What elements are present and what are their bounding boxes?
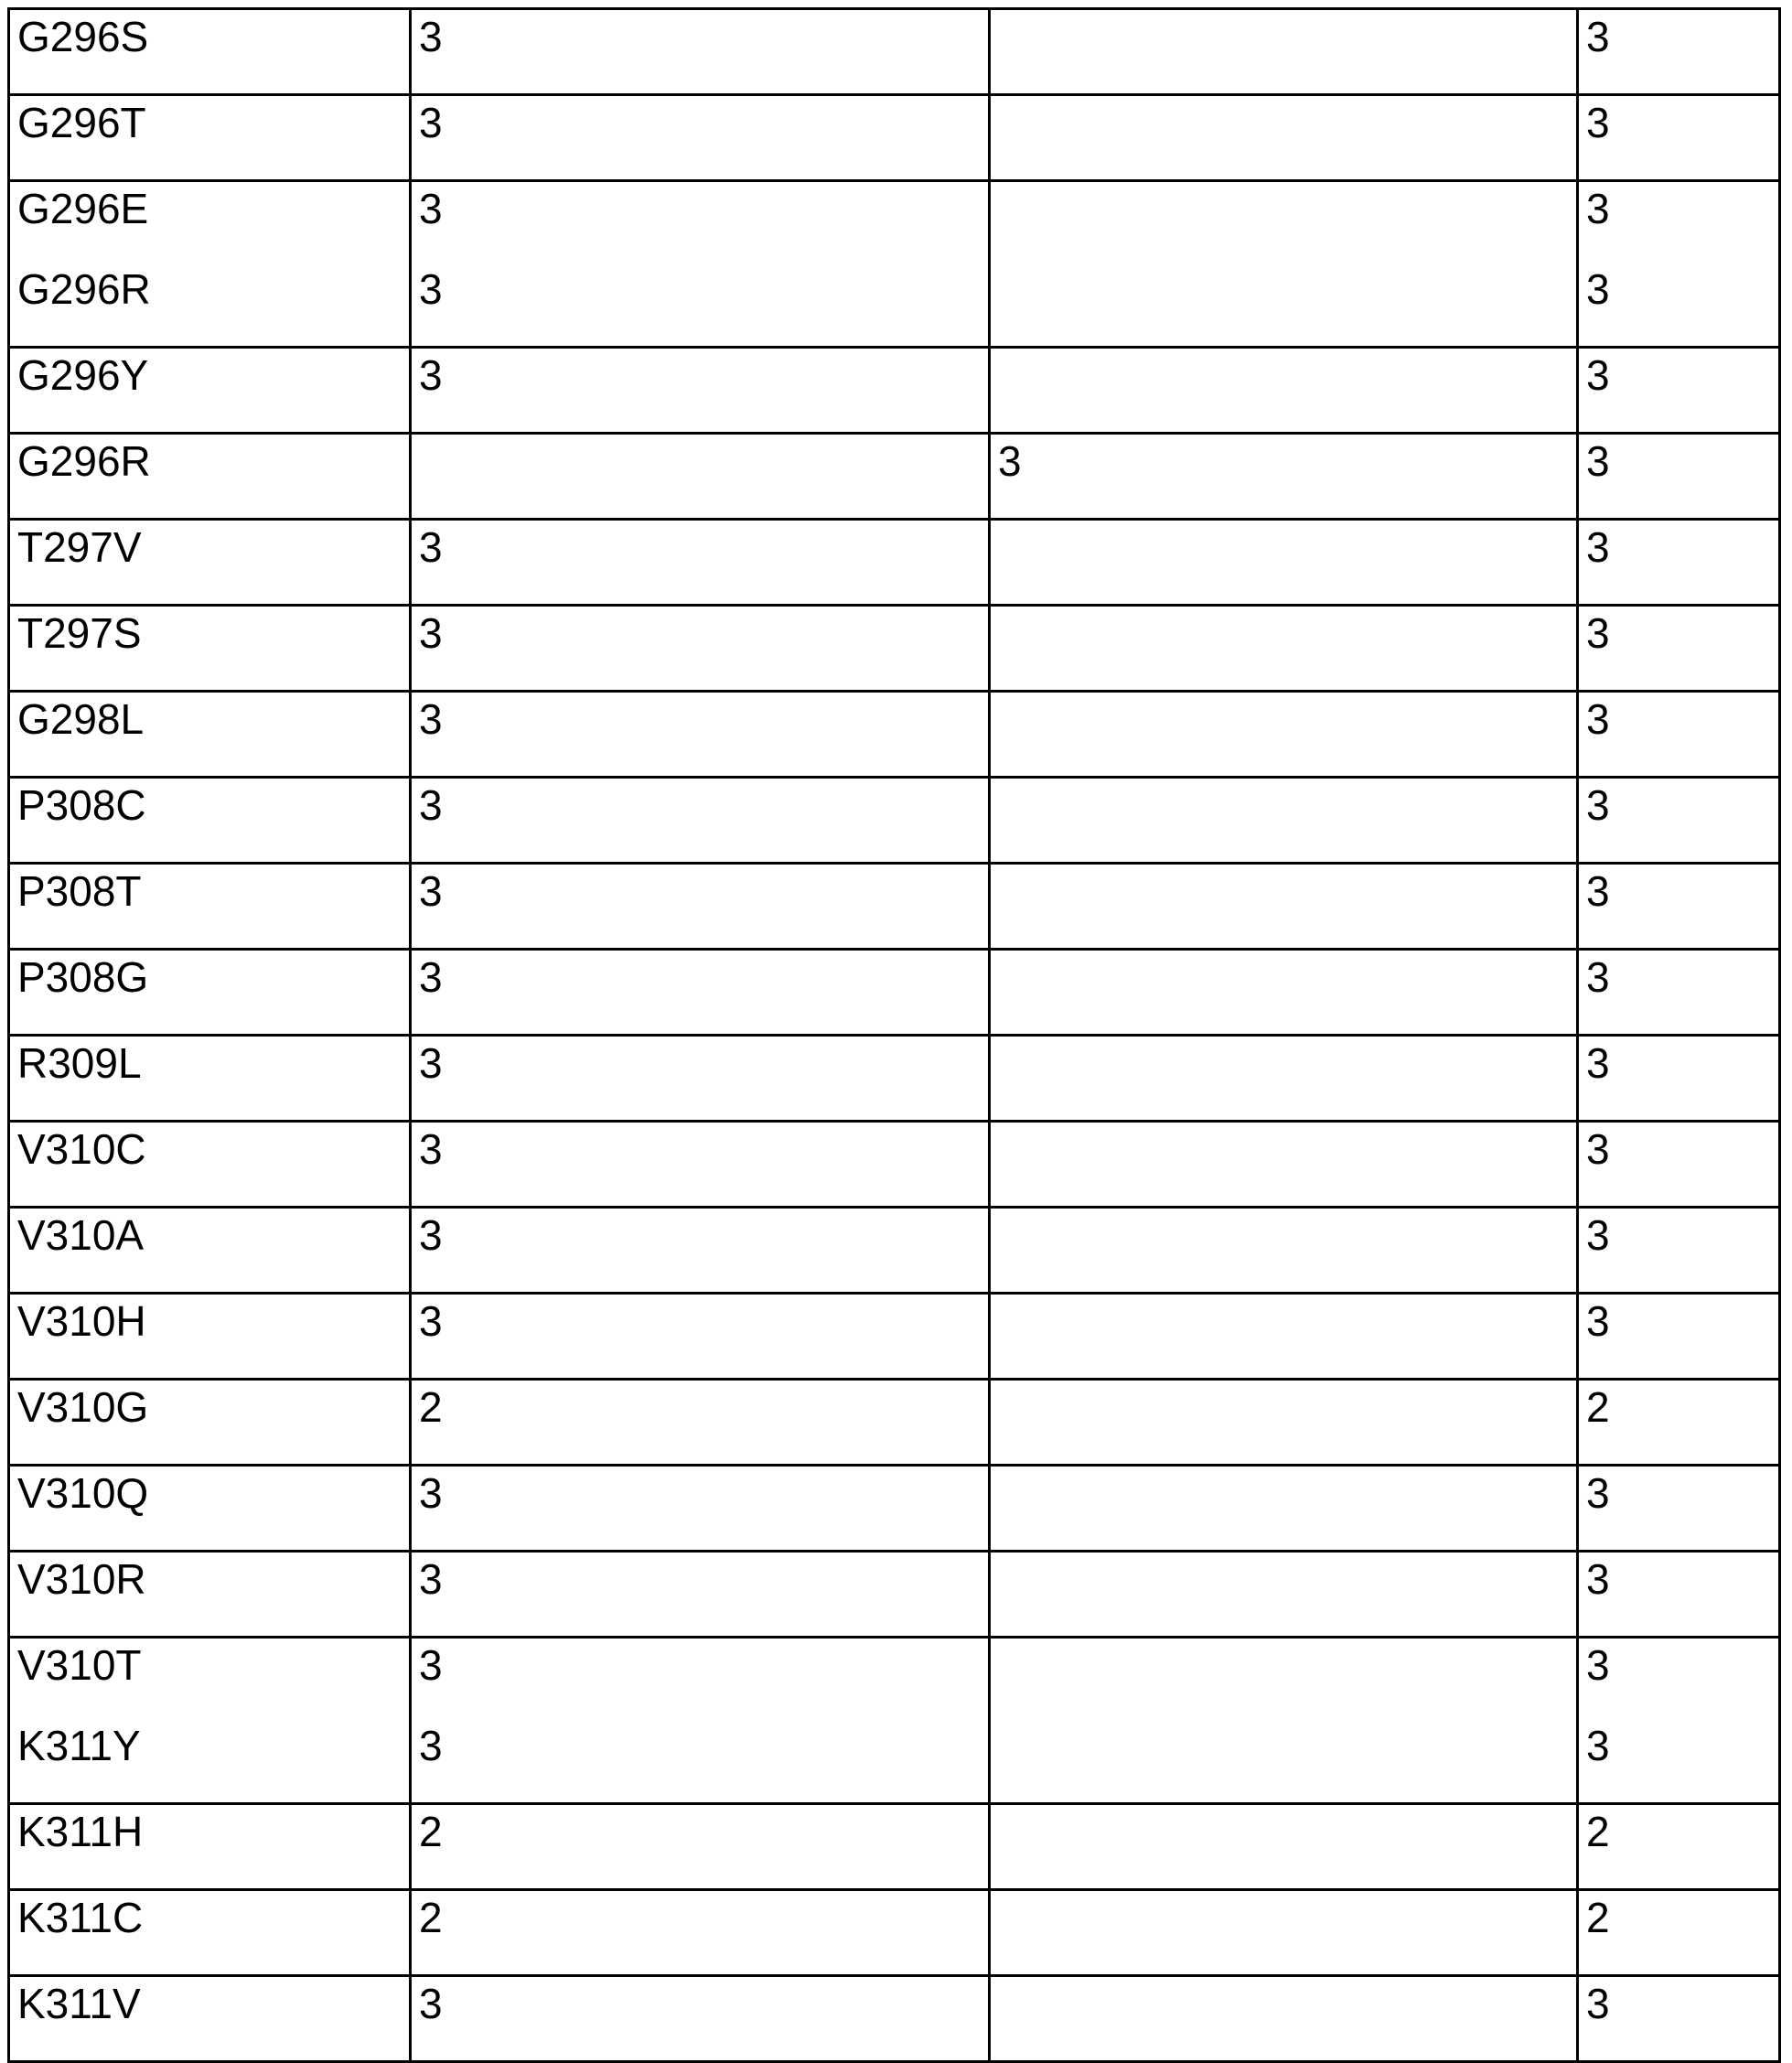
cell-text: 3 xyxy=(1586,1125,1610,1173)
cell-text xyxy=(419,437,988,518)
cell-text xyxy=(998,1125,1576,1206)
cell-text xyxy=(998,265,1576,346)
cell-text: 3 xyxy=(1586,523,1610,571)
cell-text: K311H xyxy=(17,1808,144,1855)
table-cell xyxy=(990,692,1578,778)
table-cell xyxy=(411,95,990,181)
table-cell xyxy=(1578,181,1780,348)
cell-text xyxy=(998,953,1576,1034)
table-cell xyxy=(1578,950,1780,1036)
table-cell xyxy=(990,606,1578,692)
table-row xyxy=(9,950,1780,1036)
table-row xyxy=(9,1804,1780,1890)
table-cell xyxy=(9,1466,411,1552)
cell-text: 3 xyxy=(1586,1641,1610,1689)
table-cell xyxy=(990,1890,1578,1976)
document-page xyxy=(0,7,1792,2027)
table-cell xyxy=(990,9,1578,95)
table-cell xyxy=(411,348,990,434)
cell-text: 3 xyxy=(1586,1297,1610,1345)
table-cell xyxy=(1578,1976,1780,2062)
table-cell xyxy=(9,181,411,348)
cell-text: 3 xyxy=(1586,265,1610,313)
cell-text xyxy=(998,609,1576,690)
cell-text xyxy=(998,1980,1576,2060)
table-cell xyxy=(990,520,1578,606)
cell-text xyxy=(998,867,1576,948)
cell-text: V310Q xyxy=(17,1469,149,1517)
table-row xyxy=(9,1552,1780,1638)
cell-text: 3 xyxy=(419,1297,443,1345)
cell-text: 3 xyxy=(419,781,443,829)
cell-text: 3 xyxy=(998,437,1022,485)
table-cell xyxy=(990,950,1578,1036)
cell-text: 2 xyxy=(1586,1894,1610,1941)
cell-text xyxy=(998,695,1576,776)
cell-text: G296R xyxy=(17,265,151,313)
table-cell xyxy=(411,181,990,348)
cell-text xyxy=(998,1039,1576,1120)
table-cell xyxy=(411,692,990,778)
table-cell xyxy=(990,1638,1578,1804)
cell-text: T297V xyxy=(17,523,142,571)
table-cell xyxy=(411,1976,990,2062)
table-cell xyxy=(990,1380,1578,1466)
cell-text: 2 xyxy=(419,1383,443,1431)
table-cell xyxy=(9,778,411,864)
table-cell xyxy=(9,950,411,1036)
cell-text: 2 xyxy=(419,1808,443,1855)
table-cell xyxy=(9,520,411,606)
cell-text: 3 xyxy=(419,953,443,1001)
table-cell xyxy=(9,95,411,181)
table-cell xyxy=(1578,606,1780,692)
table-cell xyxy=(1578,520,1780,606)
table-cell xyxy=(990,1294,1578,1380)
cell-text: V310H xyxy=(17,1297,146,1345)
table-cell xyxy=(1578,864,1780,950)
cell-text: 3 xyxy=(1586,1469,1610,1517)
cell-text: G296S xyxy=(17,13,149,60)
cell-text: 3 xyxy=(419,1211,443,1259)
table-cell xyxy=(1578,1208,1780,1294)
table-cell xyxy=(1578,9,1780,95)
table-cell xyxy=(1578,778,1780,864)
cell-text: P308G xyxy=(17,953,149,1001)
table-cell xyxy=(9,1890,411,1976)
cell-text xyxy=(998,781,1576,862)
table-cell xyxy=(1578,1294,1780,1380)
table-cell xyxy=(990,864,1578,950)
table-cell xyxy=(411,1804,990,1890)
table-cell xyxy=(990,1552,1578,1638)
cell-text xyxy=(998,185,1576,265)
table-row xyxy=(9,692,1780,778)
cell-text: G296Y xyxy=(17,351,149,399)
table-cell xyxy=(1578,692,1780,778)
table-cell xyxy=(9,1380,411,1466)
table-row xyxy=(9,1294,1780,1380)
table-cell xyxy=(9,1122,411,1208)
table-cell xyxy=(9,348,411,434)
cell-text xyxy=(998,351,1576,432)
table-cell xyxy=(1578,434,1780,520)
table-cell xyxy=(411,434,990,520)
cell-text: K311V xyxy=(17,1980,141,2027)
table-cell xyxy=(990,1976,1578,2062)
cell-text: P308C xyxy=(17,781,146,829)
cell-text xyxy=(998,1722,1576,1802)
table-row xyxy=(9,864,1780,950)
table-body xyxy=(9,9,1780,2062)
cell-text xyxy=(998,1383,1576,1464)
table-cell xyxy=(990,1036,1578,1122)
table-cell xyxy=(411,1638,990,1804)
cell-text: 3 xyxy=(1586,99,1610,146)
table-cell xyxy=(9,606,411,692)
table-cell xyxy=(990,778,1578,864)
cell-text: 3 xyxy=(419,185,443,232)
cell-text xyxy=(998,1641,1576,1722)
cell-text: V310T xyxy=(17,1641,142,1689)
cell-text xyxy=(998,1808,1576,1888)
table-cell xyxy=(1578,1466,1780,1552)
table-cell xyxy=(1578,1638,1780,1804)
cell-text: G296T xyxy=(17,99,146,146)
table-row xyxy=(9,1380,1780,1466)
cell-text: 3 xyxy=(1586,1039,1610,1087)
cell-text: 3 xyxy=(1586,437,1610,485)
cell-text xyxy=(998,1894,1576,1974)
cell-text: 3 xyxy=(1586,609,1610,657)
table-cell xyxy=(990,181,1578,348)
table-row xyxy=(9,1638,1780,1804)
table-cell xyxy=(1578,348,1780,434)
table-cell xyxy=(1578,1036,1780,1122)
table-cell xyxy=(990,1804,1578,1890)
cell-text: 3 xyxy=(1586,351,1610,399)
table-row xyxy=(9,1036,1780,1122)
cell-text xyxy=(998,99,1576,179)
table-cell xyxy=(411,1552,990,1638)
cell-text xyxy=(998,1469,1576,1550)
table-row xyxy=(9,778,1780,864)
cell-text: 3 xyxy=(1586,1211,1610,1259)
cell-text: 3 xyxy=(419,99,443,146)
table-row xyxy=(9,95,1780,181)
table-cell xyxy=(990,1208,1578,1294)
cell-text: 3 xyxy=(1586,1722,1610,1769)
cell-text: 2 xyxy=(1586,1808,1610,1855)
mutation-table xyxy=(7,7,1781,2063)
table-cell xyxy=(990,1466,1578,1552)
table-cell xyxy=(411,9,990,95)
table-row xyxy=(9,1466,1780,1552)
cell-text xyxy=(998,523,1576,604)
table-cell xyxy=(411,864,990,950)
table-cell xyxy=(990,95,1578,181)
cell-text: 3 xyxy=(419,1125,443,1173)
cell-text: 3 xyxy=(419,523,443,571)
cell-text: 3 xyxy=(1586,867,1610,915)
table-cell xyxy=(411,1890,990,1976)
cell-text: K311C xyxy=(17,1894,144,1941)
table-row xyxy=(9,1890,1780,1976)
table-cell xyxy=(411,1380,990,1466)
cell-text: V310R xyxy=(17,1555,146,1603)
cell-text: 3 xyxy=(419,1469,443,1517)
cell-text: 3 xyxy=(1586,781,1610,829)
cell-text: 2 xyxy=(1586,1383,1610,1431)
cell-text: V310G xyxy=(17,1383,149,1431)
cell-text: G298L xyxy=(17,695,145,743)
table-cell xyxy=(411,1122,990,1208)
cell-text xyxy=(998,1555,1576,1636)
table-row xyxy=(9,520,1780,606)
table-cell xyxy=(411,1466,990,1552)
table-cell xyxy=(411,950,990,1036)
table-cell xyxy=(9,1208,411,1294)
table-row xyxy=(9,1976,1780,2062)
table-cell xyxy=(411,1208,990,1294)
cell-text: P308T xyxy=(17,867,142,915)
cell-text: 3 xyxy=(1586,13,1610,60)
table-cell xyxy=(411,520,990,606)
table-cell xyxy=(9,1638,411,1804)
table-cell xyxy=(1578,1380,1780,1466)
table-cell xyxy=(9,9,411,95)
cell-text: 3 xyxy=(419,351,443,399)
table-row xyxy=(9,1122,1780,1208)
table-cell xyxy=(9,1976,411,2062)
table-cell xyxy=(1578,1552,1780,1638)
cell-text xyxy=(998,1297,1576,1378)
table-cell xyxy=(1578,1890,1780,1976)
table-cell xyxy=(411,778,990,864)
table-cell xyxy=(9,434,411,520)
table-cell xyxy=(990,1122,1578,1208)
table-row xyxy=(9,348,1780,434)
cell-text xyxy=(998,13,1576,93)
cell-text: 3 xyxy=(419,1722,443,1769)
table-row xyxy=(9,1208,1780,1294)
cell-text: 2 xyxy=(419,1894,443,1941)
cell-text: 3 xyxy=(1586,695,1610,743)
table-cell xyxy=(1578,95,1780,181)
cell-text: G296R xyxy=(17,437,151,485)
cell-text: 3 xyxy=(419,1555,443,1603)
table-cell xyxy=(1578,1122,1780,1208)
cell-text: 3 xyxy=(419,867,443,915)
table-row xyxy=(9,434,1780,520)
cell-text: 3 xyxy=(1586,1555,1610,1603)
table-row xyxy=(9,9,1780,95)
cell-text: 3 xyxy=(1586,953,1610,1001)
cell-text: 3 xyxy=(1586,1980,1610,2027)
table-cell xyxy=(990,348,1578,434)
table-cell xyxy=(1578,1804,1780,1890)
cell-text: T297S xyxy=(17,609,142,657)
table-cell xyxy=(411,606,990,692)
cell-text: 3 xyxy=(419,1039,443,1087)
cell-text: 3 xyxy=(419,609,443,657)
cell-text: 3 xyxy=(419,13,443,60)
cell-text: V310C xyxy=(17,1125,146,1173)
table-cell xyxy=(9,1804,411,1890)
cell-text: 3 xyxy=(419,265,443,313)
table-row xyxy=(9,181,1780,348)
cell-text: G296E xyxy=(17,185,149,232)
table-cell xyxy=(9,1294,411,1380)
table-cell xyxy=(990,434,1578,520)
cell-text: 3 xyxy=(419,695,443,743)
table-cell xyxy=(9,864,411,950)
cell-text: 3 xyxy=(1586,185,1610,232)
cell-text: V310A xyxy=(17,1211,145,1259)
table-cell xyxy=(9,692,411,778)
table-cell xyxy=(9,1036,411,1122)
cell-text: R309L xyxy=(17,1039,142,1087)
cell-text: 3 xyxy=(419,1641,443,1689)
table-cell xyxy=(9,1552,411,1638)
table-cell xyxy=(411,1036,990,1122)
cell-text: 3 xyxy=(419,1980,443,2027)
cell-text: K311Y xyxy=(17,1722,141,1769)
table-row xyxy=(9,606,1780,692)
table-cell xyxy=(411,1294,990,1380)
cell-text xyxy=(998,1211,1576,1292)
